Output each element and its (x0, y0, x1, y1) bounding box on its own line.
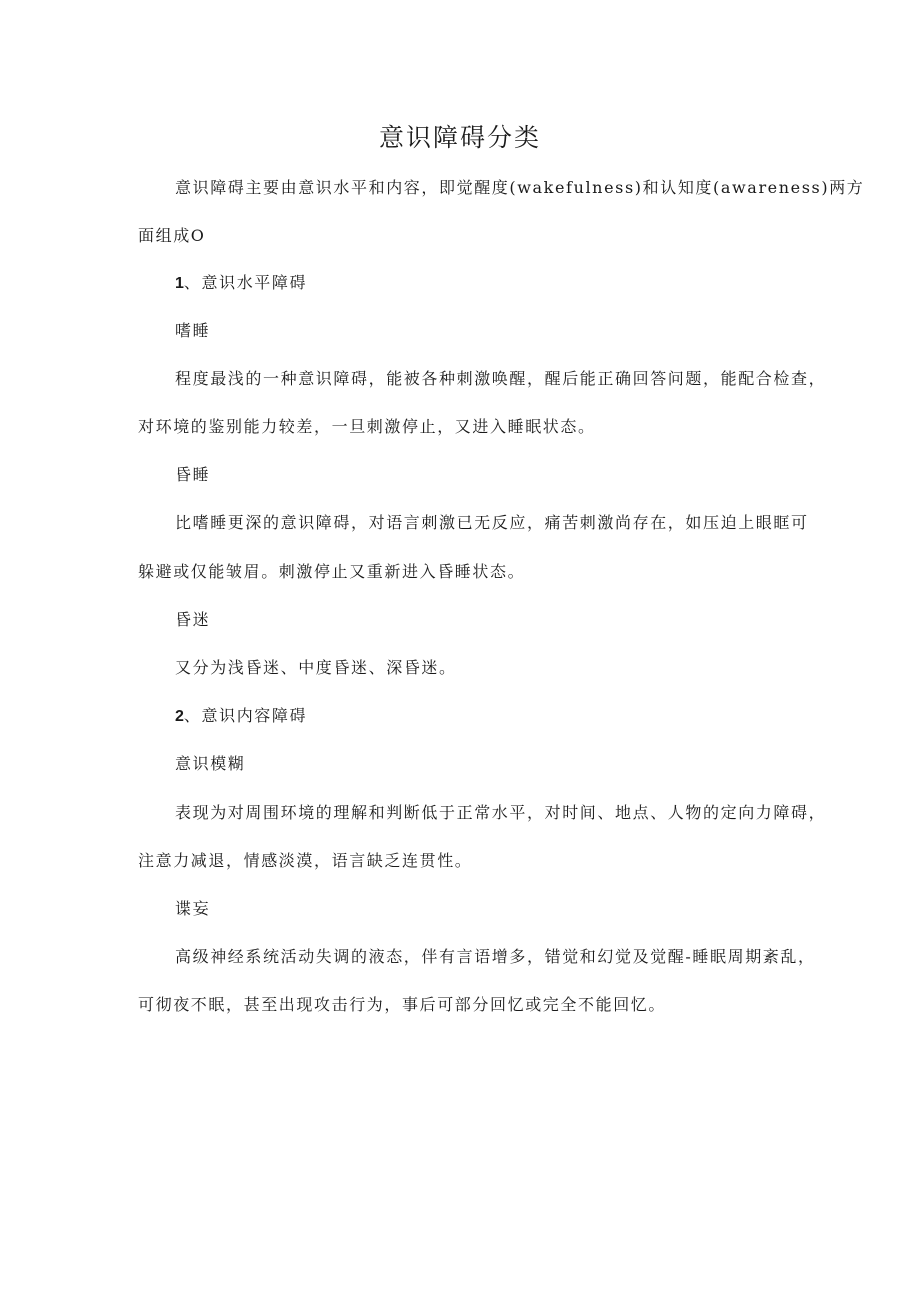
document-title: 意识障碍分类 (378, 123, 541, 152)
section-1-heading (175, 271, 835, 296)
term-confusion: 意识模糊 (175, 754, 246, 773)
term-coma: 昏迷 (175, 610, 211, 629)
section-2-number: 2 (175, 708, 184, 725)
term-drowsiness-desc-line-1: 程度最浅的一种意识障碍，能被各种刺激唤醒，醒后能正确回答问题，能配合检查， (175, 369, 827, 388)
term-confusion-desc-line-2: 注意力减退，情感淡漠，语言缺乏连贯性。 (138, 851, 473, 870)
section-2-heading-text: 、意识内容障碍 (183, 706, 308, 725)
term-delirium-desc-line-1: 高级神经系统活动失调的液态，伴有言语增多，错觉和幻觉及觉醒-睡眠周期紊乱， (175, 947, 816, 966)
term-delirium-desc-line-2: 可彻夜不眠，甚至出现攻击行为，事后可部分回忆或完全不能回忆。 (138, 995, 667, 1014)
section-2-heading (175, 704, 835, 729)
term-stupor-desc-line-1: 比嗜睡更深的意识障碍，对语言刺激已无反应，痛苦刺激尚存在，如压迫上眼眶可 (175, 513, 809, 532)
section-1-number: 1 (175, 275, 184, 292)
intro-line-2: 面组成O (138, 226, 206, 245)
term-delirium: 谍妄 (175, 899, 211, 918)
intro-line-1: 意识障碍主要由意识水平和内容，即觉醒度(wakefulness)和认知度(awareness)两方 (175, 178, 865, 197)
section-1-heading-text: 、意识水平障碍 (183, 273, 308, 292)
term-drowsiness: 嗜睡 (175, 321, 211, 340)
term-confusion-desc-line-1: 表现为对周围环境的理解和判断低于正常水平，对时间、地点、人物的定向力障碍， (175, 803, 827, 822)
term-stupor: 昏睡 (175, 465, 211, 484)
term-drowsiness-desc-line-2: 对环境的鉴别能力较差，一旦刺激停止，又进入睡眠状态。 (138, 417, 596, 436)
term-stupor-desc-line-2: 躲避或仅能皱眉。刺激停止又重新进入昏睡状态。 (138, 562, 526, 581)
term-coma-desc-line-1: 又分为浅昏迷、中度昏迷、深昏迷。 (175, 658, 457, 677)
